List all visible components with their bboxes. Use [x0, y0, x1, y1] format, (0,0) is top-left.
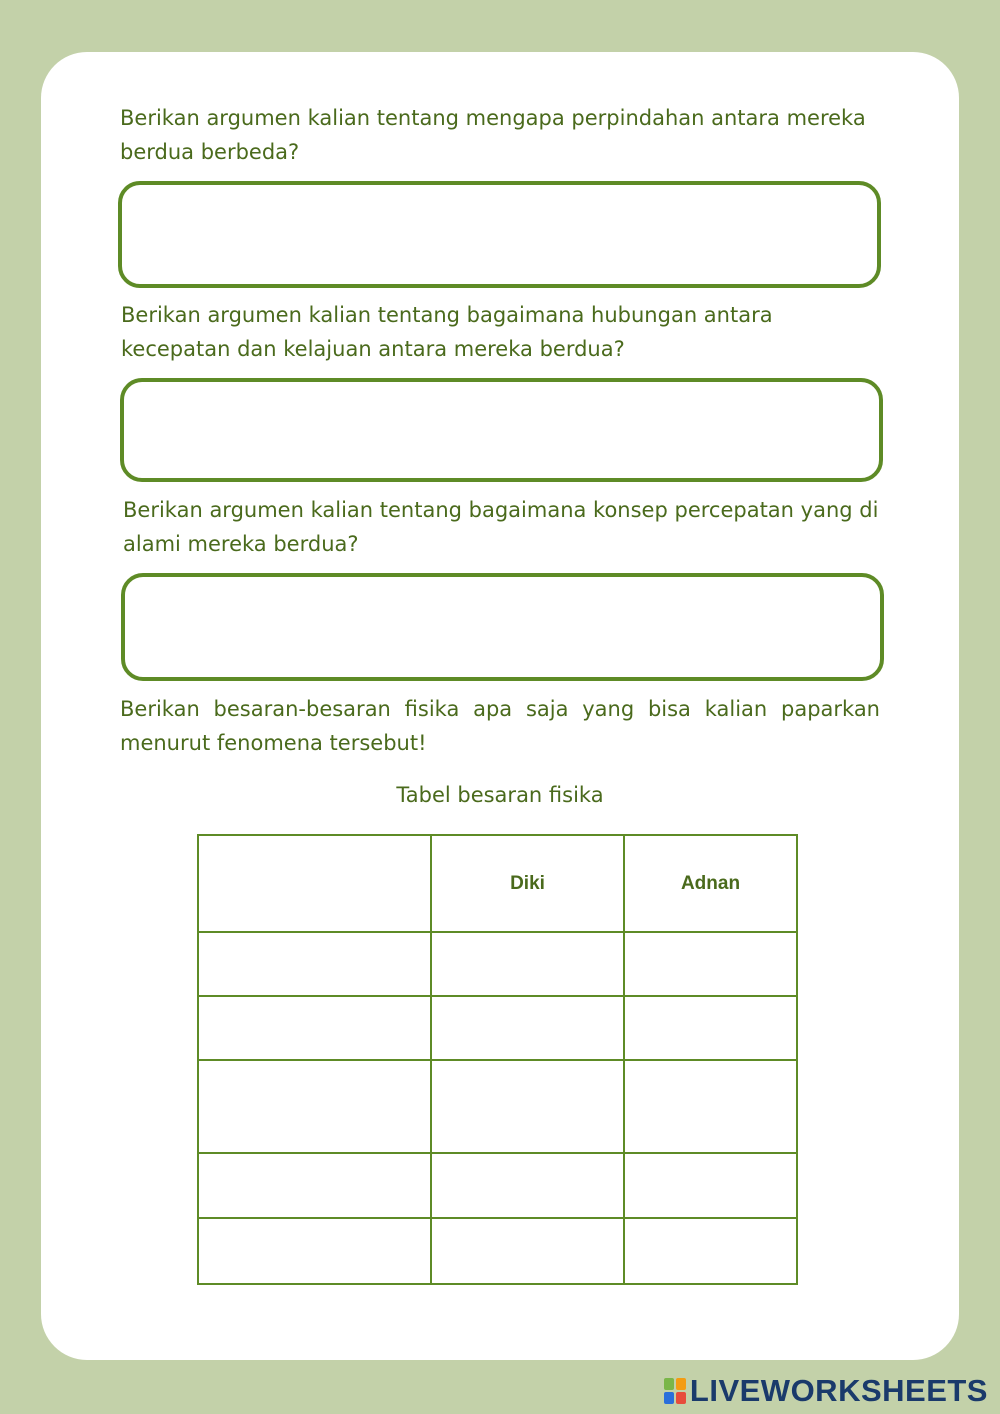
- logo-text: LIVEWORKSHEETS: [689, 1373, 988, 1408]
- table-row: [198, 996, 797, 1060]
- question-2: Berikan argumen kalian tentang bagaimana hubungan antara kecepatan dan kelajuan antara mereka berdua?: [121, 303, 773, 361]
- cell-quantity[interactable]: [198, 1218, 431, 1284]
- answer-box-1[interactable]: [118, 181, 881, 288]
- cell-adnan[interactable]: [624, 1218, 797, 1284]
- logo-square-orange: [676, 1378, 686, 1390]
- logo-square-red: [676, 1392, 686, 1404]
- question-1: Berikan argumen kalian tentang mengapa perpindahan antara mereka berdua berbeda?: [120, 106, 866, 164]
- cell-quantity[interactable]: [198, 996, 431, 1060]
- logo-square-blue: [664, 1392, 674, 1404]
- cell-diki[interactable]: [431, 1060, 624, 1153]
- cell-adnan[interactable]: [624, 932, 797, 996]
- header-adnan: Adnan: [624, 835, 797, 932]
- header-quantity: [198, 835, 431, 932]
- physics-quantities-table: [197, 834, 798, 1285]
- header-diki: Diki: [431, 835, 624, 932]
- cell-adnan[interactable]: [624, 1153, 797, 1218]
- liveworksheets-logo[interactable]: [664, 1374, 988, 1408]
- cell-quantity[interactable]: [198, 1153, 431, 1218]
- table-header-row: [198, 835, 797, 932]
- table-row: [198, 932, 797, 996]
- table-caption: Tabel besaran fisika: [396, 783, 604, 807]
- answer-box-2[interactable]: [120, 378, 883, 482]
- question-4: Berikan besaran-besaran fisika apa saja yang bisa kalian paparkan menurut fenomena tersebut!: [120, 697, 880, 755]
- liveworksheets-logo-icon: [664, 1378, 686, 1404]
- cell-quantity[interactable]: [198, 932, 431, 996]
- cell-adnan[interactable]: [624, 996, 797, 1060]
- table-row: [198, 1060, 797, 1153]
- cell-diki[interactable]: [431, 1218, 624, 1284]
- table-row: [198, 1153, 797, 1218]
- cell-diki[interactable]: [431, 996, 624, 1060]
- question-3: Berikan argumen kalian tentang bagaimana konsep percepatan yang di alami mereka berdua?: [123, 498, 879, 556]
- cell-quantity[interactable]: [198, 1060, 431, 1153]
- logo-square-green: [664, 1378, 674, 1390]
- table-row: [198, 1218, 797, 1284]
- cell-diki[interactable]: [431, 1153, 624, 1218]
- cell-diki[interactable]: [431, 932, 624, 996]
- answer-box-3[interactable]: [121, 573, 884, 681]
- cell-adnan[interactable]: [624, 1060, 797, 1153]
